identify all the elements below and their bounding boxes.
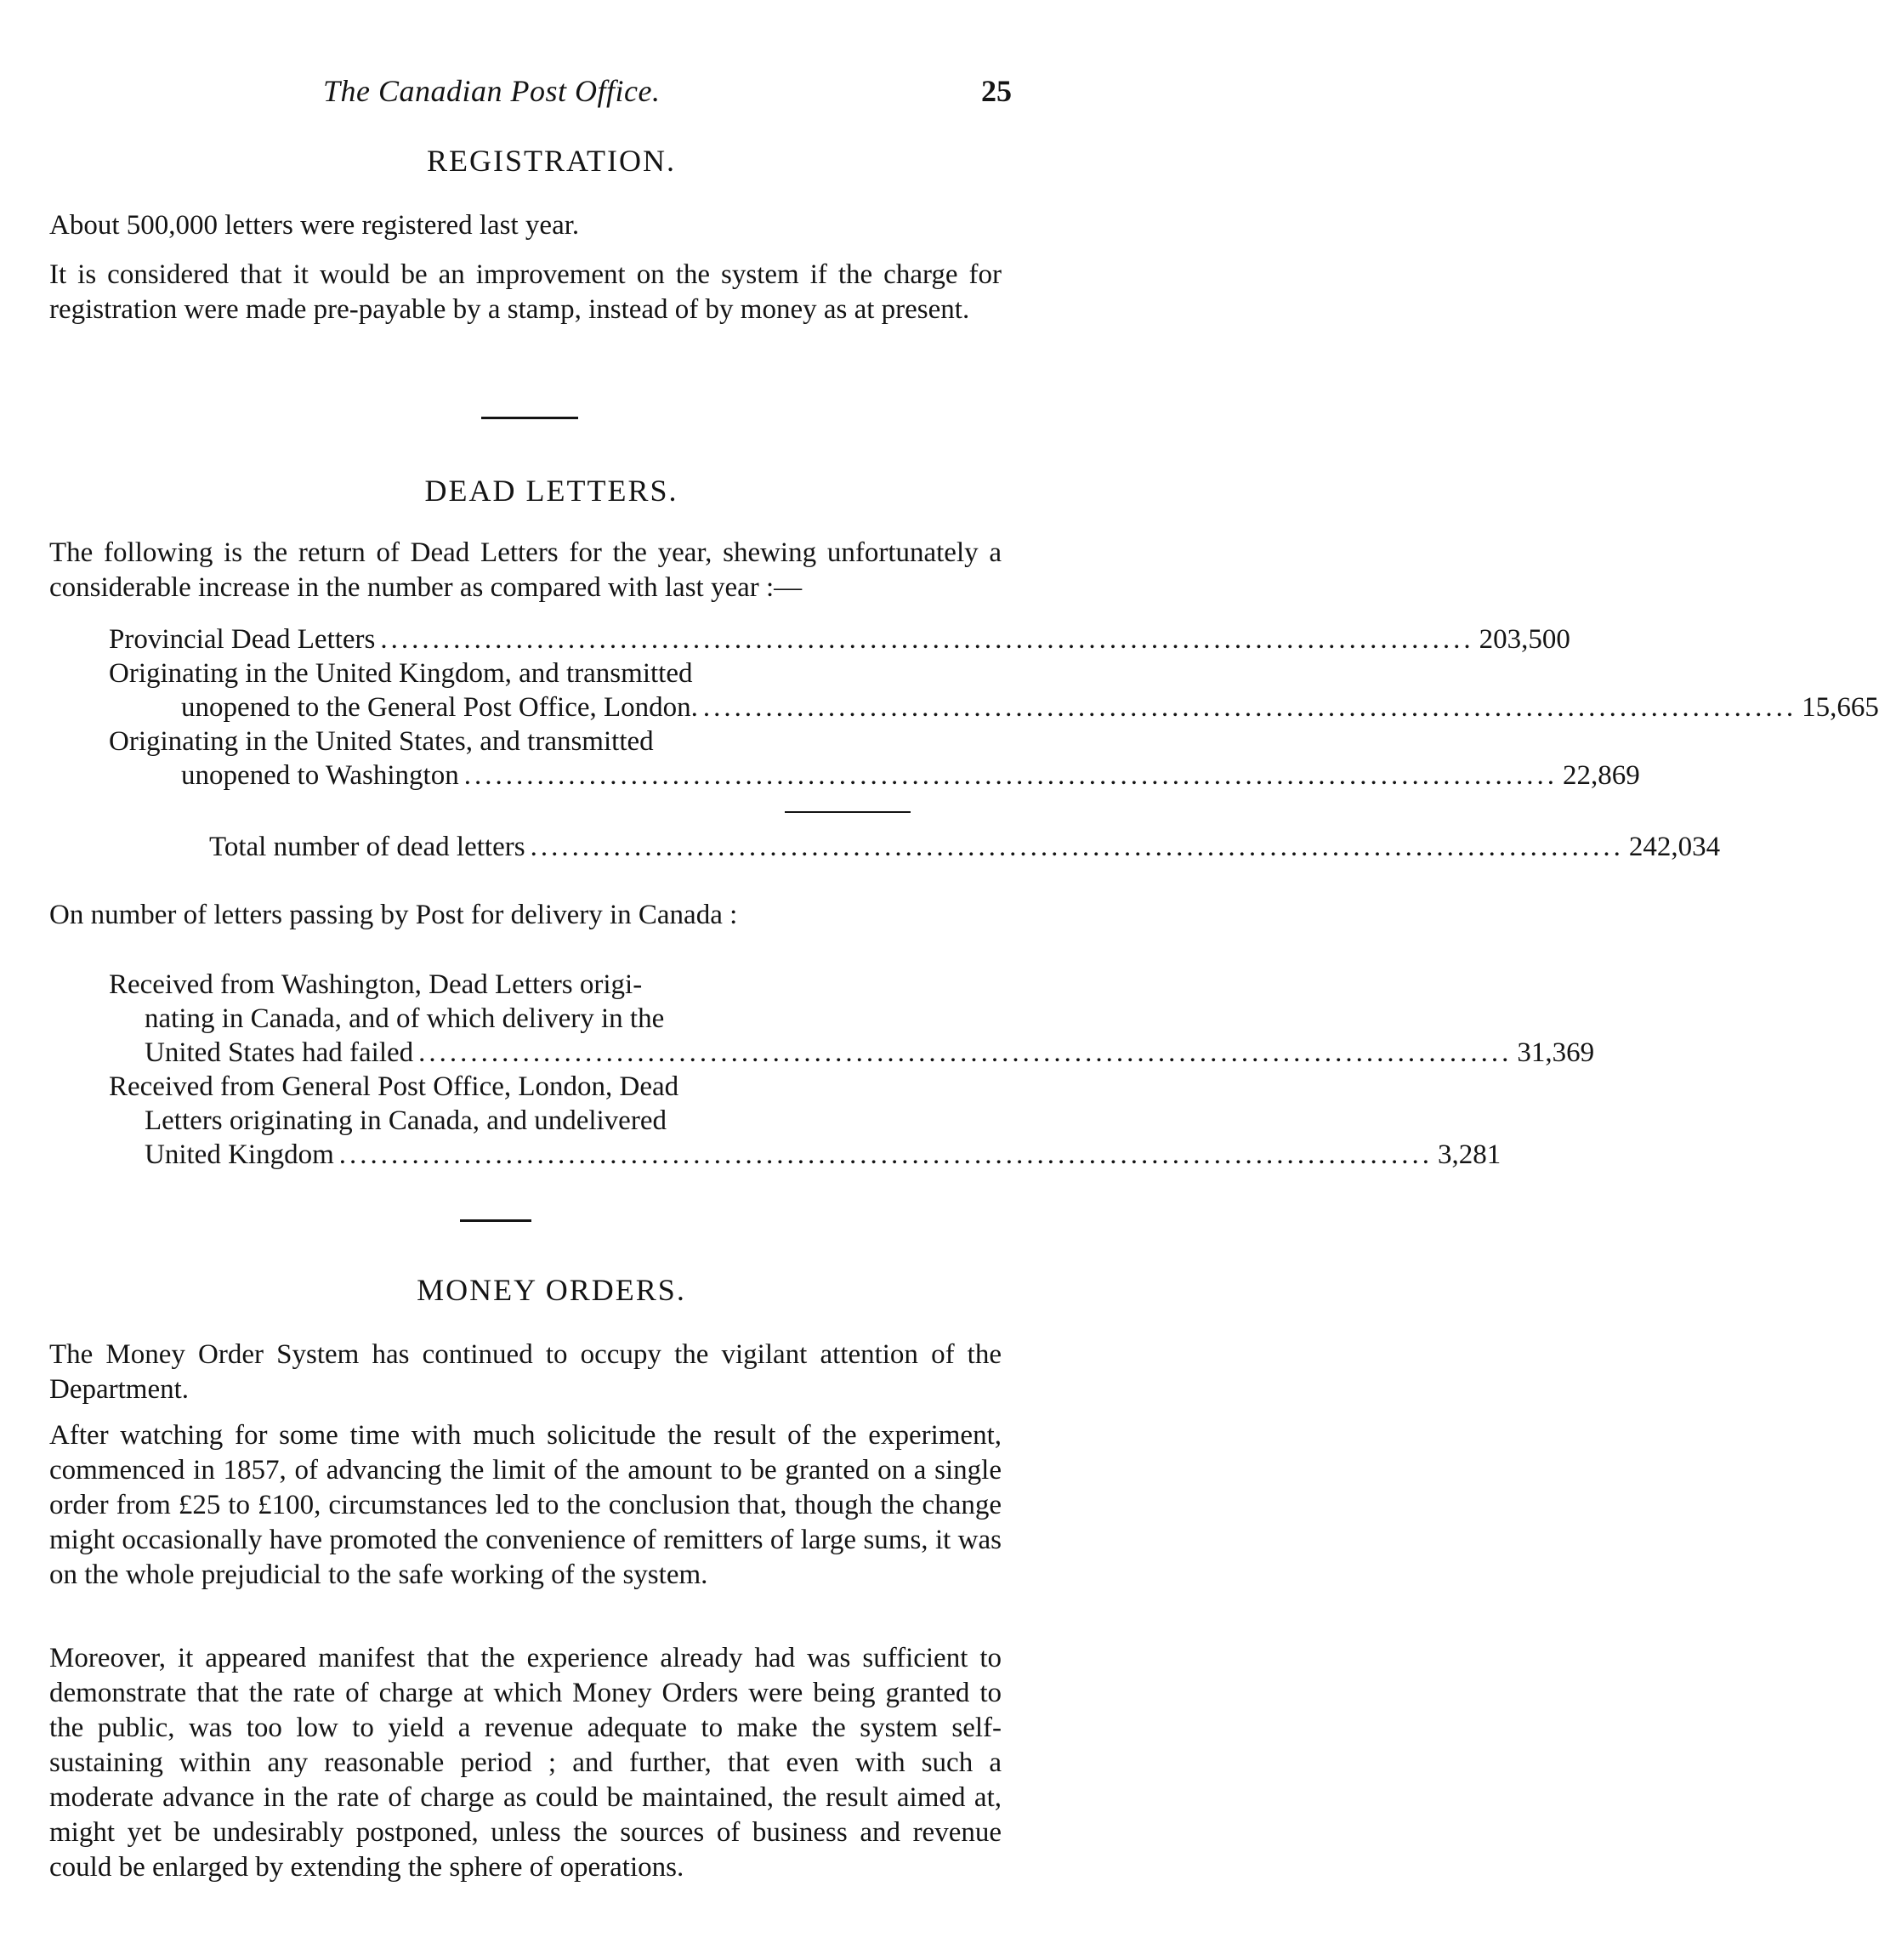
section-divider-1: [481, 417, 578, 419]
item-label-line-1: Received from Washington, Dead Letters origi-: [109, 969, 643, 1000]
running-title: The Canadian Post Office.: [323, 74, 661, 108]
leader-dots: .........................................................................................................: [338, 1139, 1433, 1170]
passing-item-washington: [109, 968, 1595, 1070]
leader-line: [109, 758, 1640, 793]
leader-line: [109, 1036, 1595, 1070]
item-amount: 3,281: [1437, 1139, 1501, 1170]
page-number: 25: [981, 74, 1012, 108]
passing-item-london: [109, 1070, 1501, 1172]
item-label: Provincial Dead Letters: [109, 624, 376, 655]
leader-dots: .........................................................................................................: [702, 692, 1797, 723]
section-divider-2: [460, 1219, 531, 1222]
item-label-line-1: Originating in the United Kingdom, and transmitted: [109, 658, 693, 689]
registration-heading: REGISTRATION.: [427, 144, 676, 178]
leader-dots: .........................................................................................................: [530, 832, 1624, 862]
running-head: [0, 73, 1103, 111]
item-label-line-3: United States had failed: [145, 1037, 414, 1068]
total-amount: 242,034: [1628, 832, 1721, 862]
dead-letters-intro: The following is the return of Dead Letters for the year, shewing unfortunately a considerable increase in the number as compared with last year :—: [49, 537, 1002, 603]
money-orders-paragraph-3: Moreover, it appeared manifest that the experience already had was sufficient to demonstrate that the rate of charge at which Money Orders were being granted to the public, was too low to yield a revenue adequate to make the system self-sustaining within any reasonable period ; and further, that even with such a moderate advance in the rate of charge as could be maintained, the result aimed at, might yet be undesirably postponed, unless the sources of business and revenue could be enlarged by extending the sphere of operations.: [49, 1643, 1002, 1883]
registration-paragraph-1: About 500,000 letters were registered last year.: [49, 210, 580, 241]
item-amount: 203,500: [1479, 624, 1570, 655]
item-label-line-3: United Kingdom: [145, 1139, 334, 1170]
item-amount: 22,869: [1562, 760, 1640, 791]
passing-intro: On number of letters passing by Post for delivery in Canada :: [49, 900, 738, 930]
leader-line: [109, 690, 1879, 724]
leader-dots: .........................................................................................................: [463, 760, 1558, 791]
dead-letters-total: [209, 830, 1721, 864]
dead-letter-item-united-kingdom: [109, 656, 1879, 724]
item-amount: 31,369: [1517, 1037, 1595, 1068]
leader-line: [209, 830, 1721, 864]
money-orders-paragraph-1: The Money Order System has continued to occupy the vigilant attention of the Department.: [49, 1339, 1002, 1405]
leader-line: [109, 622, 1570, 656]
leader-line: [109, 1138, 1501, 1172]
item-amount: 15,665: [1802, 692, 1879, 723]
dead-letter-item-provincial: [109, 622, 1570, 656]
dead-letters-heading: DEAD LETTERS.: [424, 474, 678, 508]
item-label-line-1: Originating in the United States, and transmitted: [109, 726, 654, 757]
money-orders-heading: MONEY ORDERS.: [417, 1273, 686, 1307]
leader-dots: .........................................................................................................: [380, 624, 1474, 655]
money-orders-paragraph-2: After watching for some time with much solicitude the result of the experiment, commenced in 1857, of advancing the limit of the amount to be granted on a single order from £25 to £100, circumstances led to the conclusion that, though the change might occasionally have promoted the convenience of remitters of large sums, it was on the whole prejudicial to the safe working of the system.: [49, 1420, 1002, 1590]
leader-dots: .........................................................................................................: [418, 1037, 1513, 1068]
item-label-line-2: unopened to Washington: [181, 760, 459, 791]
registration-paragraph-2: It is considered that it would be an improvement on the system if the charge for registration were made pre-payable by a stamp, instead of by money as at present.: [49, 259, 1002, 325]
item-label-line-2: unopened to the General Post Office, London.: [181, 692, 698, 723]
dead-letter-item-united-states: [109, 724, 1640, 793]
item-label-line-1: Received from General Post Office, London, Dead: [109, 1071, 679, 1102]
total-label: Total number of dead letters: [209, 832, 525, 862]
item-label-line-2: nating in Canada, and of which delivery in the: [145, 1003, 665, 1034]
item-label-line-2: Letters originating in Canada, and undelivered: [145, 1105, 667, 1136]
total-rule: [785, 811, 911, 813]
